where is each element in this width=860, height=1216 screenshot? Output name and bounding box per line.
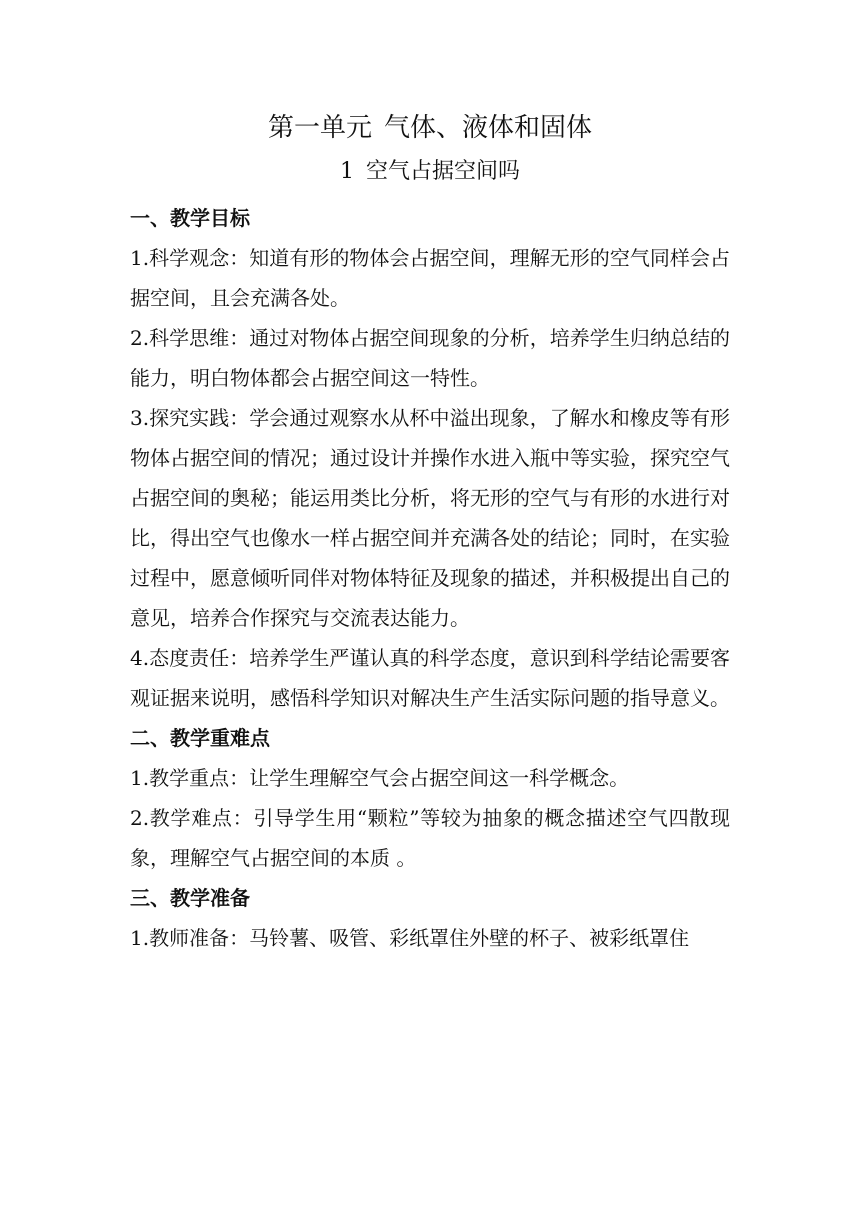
- objective-item-3: 3.探究实践：学会通过观察水从杯中溢出现象，了解水和橡皮等有形物体占据空间的情况；通过设计并操作水进入瓶中等实验，探究空气占据空间的奥秘；能运用类比分析，将无形的空气与有形的水进行对比，得出空气也像水一样占据空间并充满各处的结论；同时，在实验过程中，愿意倾听同伴对物体特征及现象的描述，并积极提出自己的意见，培养合作探究与交流表达能力。: [130, 406, 730, 630]
- section-heading-key-points: 二、教学重难点: [130, 726, 270, 750]
- document-body: [130, 198, 730, 958]
- lesson-title: [0, 156, 860, 188]
- preparation-item-1: 1.教师准备：马铃薯、吸管、彩纸罩住外壁的杯子、被彩纸罩住: [130, 926, 690, 950]
- section-heading-preparation: 三、教学准备: [130, 886, 250, 910]
- objective-item-2: 2.科学思维：通过对物体占据空间现象的分析，培养学生归纳总结的能力，明白物体都会占据空间这一特性。: [130, 326, 730, 390]
- unit-title-label: 第一单元: [267, 113, 372, 143]
- unit-title-topic: 气体、液体和固体: [384, 113, 593, 143]
- lesson-number: 1: [339, 159, 354, 184]
- unit-title: [0, 110, 860, 146]
- objective-item-4: 4.态度责任：培养学生严谨认真的科学态度，意识到科学结论需要客观证据来说明，感悟科学知识对解决生产生活实际问题的指导意义。: [130, 646, 730, 710]
- lesson-title-text: 空气占据空间吗: [365, 159, 520, 184]
- key-point-item-1: 1.教学重点：让学生理解空气会占据空间这一科学概念。: [130, 766, 630, 790]
- section-heading-objectives: 一、教学目标: [130, 206, 250, 230]
- key-point-item-2: 2.教学难点：引导学生用“颗粒”等较为抽象的概念描述空气四散现象，理解空气占据空间的本质 。: [130, 806, 730, 870]
- objective-item-1: 1.科学观念：知道有形的物体会占据空间，理解无形的空气同样会占据空间，且会充满各处。: [130, 246, 730, 310]
